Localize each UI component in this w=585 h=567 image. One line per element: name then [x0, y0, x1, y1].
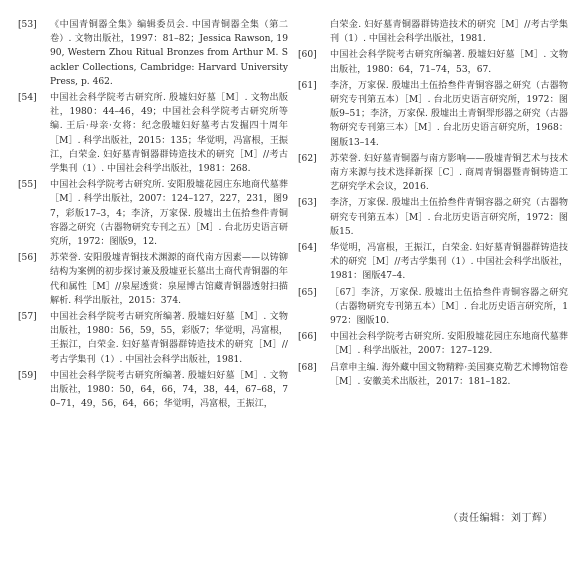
- reference-number: [61]: [298, 80, 317, 91]
- reference-entry: [298, 196, 568, 239]
- reference-entry: [298, 18, 568, 46]
- reference-text: 中国社会科学院考古研究所编著. 殷墟妇好墓［M］. 文物出版社，1980：64，71–74，53，67.: [330, 50, 568, 75]
- reference-entry: [18, 310, 288, 367]
- reference-entry: [18, 91, 288, 176]
- reference-number: [66]: [298, 332, 317, 343]
- reference-text: 苏荣誉. 妇好墓青铜器与南方影响——殷墟青铜艺术与技术南方来源与技术选择新探［C］. 商周青铜器暨青铜铸造工艺研究学术会议，2016.: [330, 153, 568, 193]
- reference-number: [56]: [18, 253, 37, 264]
- reference-number: [59]: [18, 370, 37, 381]
- responsible-editor-note: （责任编辑：刘丁辉）: [448, 513, 553, 524]
- reference-number: [298, 18, 330, 46]
- reference-number: [53]: [18, 20, 37, 30]
- left-column: [18, 18, 288, 413]
- reference-number: [64]: [298, 243, 317, 254]
- reference-number: [57]: [18, 312, 37, 323]
- reference-text: 中国社会科学院考古研究所. 安阳殷墟花园庄东地商代墓葬［M］. 科学出版社，2007：124–127，227，231，图97，彩版17–3，4；李济，万家保. 殷墟出土伍拾叁件青铜容器之研究（古器物研究专刊之五）［M］. 台北历史语言研究所，1972：图版9，12.: [50, 180, 288, 248]
- reference-text: ［67］李济，万家保. 殷墟出土伍拾叁件青铜容器之研究（古器物研究专刊第五本）［M］. 台北历史语言研究所，1972：图版10.: [330, 287, 568, 327]
- reference-entry: [298, 286, 568, 329]
- reference-entry: [18, 18, 288, 89]
- reference-text: 华觉明，冯富根，王振江，白荣金. 妇好墓青铜器群铸造技术的研究［M］//考古学集刊（1）. 中国社会科学出版社，1981：图版47–4.: [330, 243, 568, 282]
- reference-entry: [18, 369, 288, 412]
- reference-text: 中国社会科学院考古研究所. 安阳殷墟花园庄东地商代墓葬［M］. 科学出版社，2007：127–129.: [330, 332, 568, 357]
- reference-entry: [298, 241, 568, 284]
- reference-entry: [298, 330, 568, 358]
- reference-entry: [298, 152, 568, 195]
- reference-number: [60]: [298, 50, 317, 61]
- reference-text: 中国社会科学院考古研究所. 殷墟妇好墓［M］. 文物出版社，1980：44–46，49；中国社会科学院考古研究所等编. 王后·母亲·女将：纪念殷墟妇好墓考古发掘四十周年［M］. 科学出版社，2015：135；华觉明，冯富根，王振江，白荣金. 妇好墓青铜器群铸造技术的研究［M］//考古学集刊（1）. 中国社会科学出版社，1981：268.: [50, 93, 288, 175]
- reference-entry: [298, 79, 568, 150]
- reference-entry: [18, 251, 288, 308]
- reference-number: [65]: [298, 287, 317, 298]
- reference-text: 《中国青铜器全集》编辑委员会. 中国青铜器全集（第二卷）. 文物出版社，1997：81–82；Jessica Rawson, 1990, Western Zhou Ritual Bronzes from Arthur M. Sackler Collections, Cambridge: Harvard University Press, p. 462.: [50, 20, 288, 87]
- reference-number: [68]: [298, 362, 317, 373]
- reference-entry: [298, 361, 568, 389]
- reference-entry: [298, 48, 568, 76]
- reference-text: 中国社会科学院考古研究所编著. 殷墟妇好墓［M］. 文物出版社，1980：50，64，66，74，38，44，67–68，70–71，49，56，64，66；华觉明，冯富根，王振江，: [50, 370, 288, 410]
- right-column: [298, 18, 568, 391]
- reference-text: 吕章申主编. 海外藏中国文物精粹·美国赛克勒艺术博物馆卷［M］. 安徽美术出版社，2017：181–182.: [330, 362, 568, 387]
- reference-text: 白荣金. 妇好墓青铜器群铸造技术的研究［M］//考古学集刊（1）. 中国社会科学出版社，1981.: [330, 20, 568, 45]
- reference-number: [55]: [18, 180, 37, 191]
- reference-entry: [18, 178, 288, 249]
- reference-text: 李济，万家保. 殷墟出土伍拾叁件青铜容器之研究（古器物研究专刊第五本）［M］. 台北历史语言研究所，1972：图版9–51；李济，万家保. 殷墟出土青铜斝形器之研究（古器物研究专刊第三本）［M］. 台北历史语言研究所，1968：图版13–14.: [330, 80, 568, 148]
- reference-number: [54]: [18, 93, 37, 104]
- reference-text: 李济，万家保. 殷墟出土伍拾叁件青铜容器之研究（古器物研究专刊第五本）［M］. 台北历史语言研究所，1972：图版15.: [330, 198, 568, 237]
- reference-text: 中国社会科学院考古研究所编著. 殷墟妇好墓［M］. 文物出版社，1980：56，59，55，彩版7；华觉明，冯富根，王振江，白荣金. 妇好墓青铜器群铸造技术的研究［M］//考古学集刊（1）. 中国社会科学出版社，1981.: [50, 312, 288, 365]
- reference-number: [62]: [298, 153, 317, 164]
- reference-text: 苏荣誉. 安阳殷墟青铜技术渊源的商代南方因素——以铸铆结构为案例的初步探讨兼及殷墟亚长墓出土商代青铜器的年代和属性［M］//泉屋透赏：泉屋博古馆藏青铜器透射扫描解析. 科学出版社，2015：374.: [50, 253, 288, 306]
- reference-number: [63]: [298, 198, 317, 209]
